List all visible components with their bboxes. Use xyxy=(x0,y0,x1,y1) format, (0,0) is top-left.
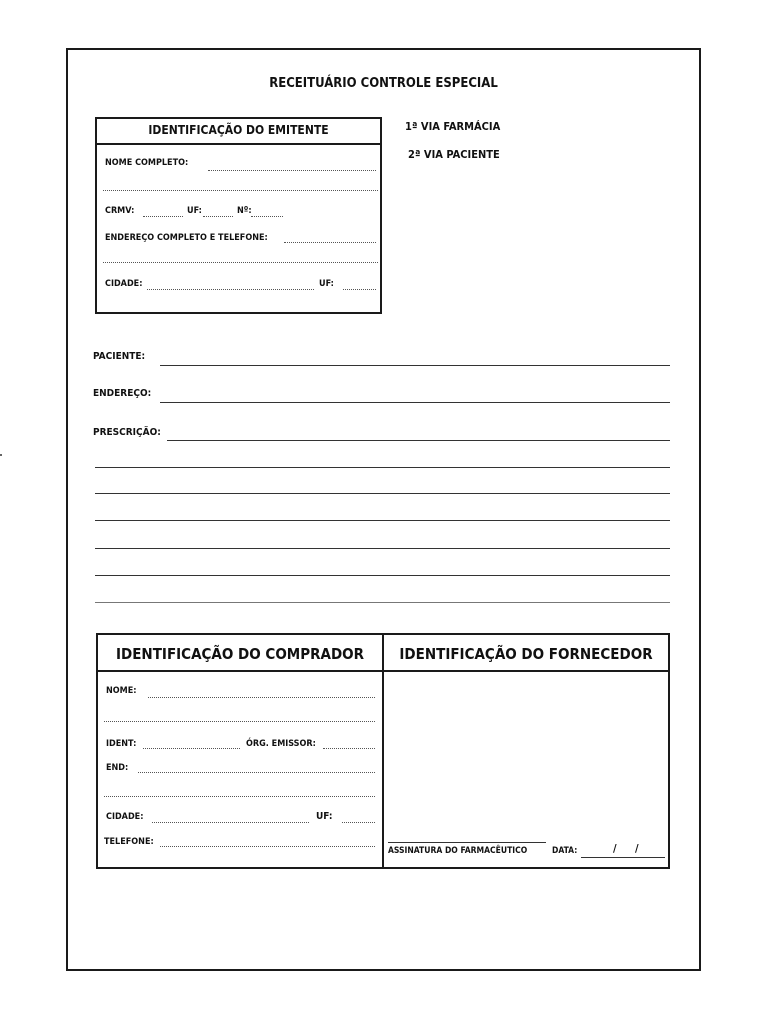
emitente-endereco-label: ENDEREÇO COMPLETO E TELEFONE: xyxy=(105,233,268,243)
comprador-orgao-field[interactable] xyxy=(323,748,375,749)
prescricao-line-3[interactable] xyxy=(95,520,670,521)
comprador-ident-field[interactable] xyxy=(143,748,240,749)
emitente-endereco-field-2[interactable] xyxy=(103,262,378,263)
comprador-telefone-label: TELEFONE: xyxy=(104,837,154,847)
assinatura-line[interactable] xyxy=(388,842,546,843)
assinatura-label: ASSINATURA DO FARMACÊUTICO xyxy=(388,846,528,856)
emitente-heading-divider xyxy=(97,143,380,145)
page-title: RECEITUÁRIO CONTROLE ESPECIAL xyxy=(269,76,498,91)
comprador-end-label: END: xyxy=(106,763,129,773)
emitente-cidade-label: CIDADE: xyxy=(105,279,143,289)
prescricao-line-2[interactable] xyxy=(95,493,670,494)
comprador-ident-label: IDENT: xyxy=(106,739,137,749)
emitente-uf-field[interactable] xyxy=(203,216,233,217)
endereco-field[interactable] xyxy=(160,402,670,403)
emitente-uf2-label: UF: xyxy=(319,279,334,289)
comprador-uf-field[interactable] xyxy=(342,822,375,823)
paciente-field[interactable] xyxy=(160,365,670,366)
comprador-nome-label: NOME: xyxy=(106,686,137,696)
comprador-nome-field-2[interactable] xyxy=(104,721,375,722)
comprador-uf-label: UF: xyxy=(316,811,333,822)
emitente-nome-field-2[interactable] xyxy=(103,190,378,191)
scan-mark xyxy=(0,454,2,456)
comprador-heading: IDENTIFICAÇÃO DO COMPRADOR xyxy=(115,645,365,663)
data-label: DATA: xyxy=(552,846,578,856)
emitente-numero-label: Nº: xyxy=(237,206,252,216)
emitente-numero-field[interactable] xyxy=(251,216,283,217)
emitente-nome-field[interactable] xyxy=(208,170,376,171)
data-slash-1: / xyxy=(613,842,617,855)
comprador-nome-field[interactable] xyxy=(148,697,375,698)
comprador-end-field[interactable] xyxy=(138,772,375,773)
via-farmacia: 1ª VIA FARMÁCIA xyxy=(405,120,501,133)
endereco-label: ENDEREÇO: xyxy=(93,388,152,399)
data-slash-2: / xyxy=(635,842,639,855)
prescricao-line-5[interactable] xyxy=(95,575,670,576)
emitente-nome-label: NOME COMPLETO: xyxy=(105,158,189,168)
emitente-uf2-field[interactable] xyxy=(343,289,376,290)
emitente-heading: IDENTIFICAÇÃO DO EMITENTE xyxy=(148,123,329,137)
comprador-cidade-label: CIDADE: xyxy=(106,812,144,822)
emitente-uf-label: UF: xyxy=(187,206,202,216)
comprador-end-field-2[interactable] xyxy=(104,796,375,797)
comprador-telefone-field[interactable] xyxy=(160,846,375,847)
prescricao-line-4[interactable] xyxy=(95,548,670,549)
emitente-cidade-field[interactable] xyxy=(147,289,314,290)
comprador-orgao-label: ÓRG. EMISSOR: xyxy=(246,739,316,749)
via-paciente: 2ª VIA PACIENTE xyxy=(408,148,500,161)
emitente-endereco-field[interactable] xyxy=(284,242,376,243)
emitente-crmv-label: CRMV: xyxy=(105,206,135,216)
comprador-cidade-field[interactable] xyxy=(152,822,309,823)
prescricao-line-1[interactable] xyxy=(95,467,670,468)
paciente-label: PACIENTE: xyxy=(93,351,146,362)
data-field[interactable] xyxy=(581,857,665,858)
prescricao-label: PRESCRIÇÃO: xyxy=(93,427,161,438)
prescricao-line-6[interactable] xyxy=(95,602,670,603)
box-heading-divider xyxy=(98,670,668,672)
fornecedor-heading: IDENTIFICAÇÃO DO FORNECEDOR xyxy=(399,645,653,663)
prescricao-field[interactable] xyxy=(167,440,670,441)
emitente-crmv-field[interactable] xyxy=(143,216,183,217)
